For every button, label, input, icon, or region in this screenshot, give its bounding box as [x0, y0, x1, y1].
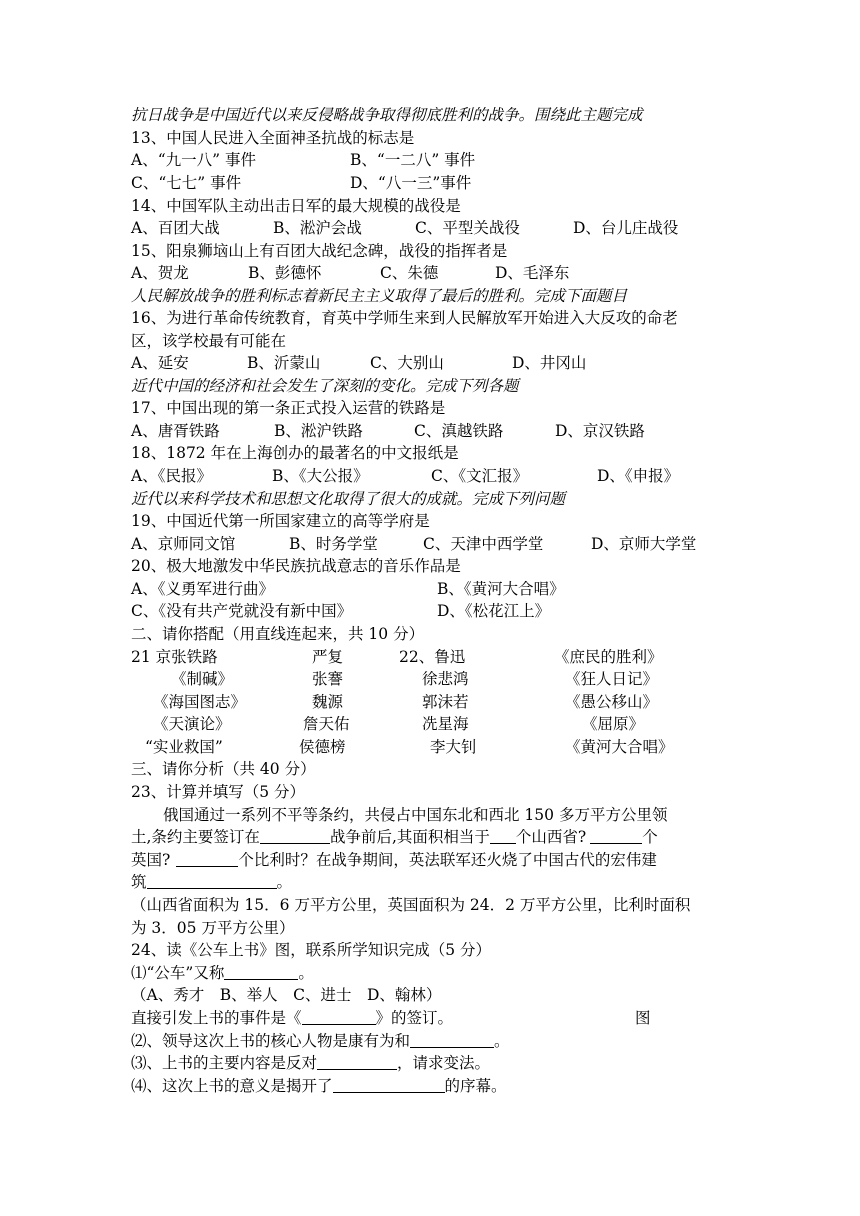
matching-col1-item: “实业救国”: [145, 738, 223, 756]
question-13-stem: 13、中国人民进入全面神圣抗战的标志是: [131, 129, 415, 147]
q24-blank-significance[interactable]: [333, 1077, 445, 1093]
matching-col1-item: 《制碱》: [171, 670, 234, 688]
q24-text: 的序幕。: [444, 1077, 507, 1095]
question-14-stem: 14、中国军队主动出击日军的最大规模的战役是: [131, 197, 461, 215]
q14-option-b: B、淞沪会战: [273, 219, 362, 237]
matching-col4-item: 《黄河大合唱》: [565, 738, 674, 756]
q14-option-a: A、百团大战: [131, 219, 220, 237]
q24-text: 。: [298, 964, 314, 982]
matching-col2-item: 侯德榜: [299, 738, 346, 756]
q15-option-d: D、毛泽东: [495, 264, 570, 282]
q24-text: 。: [494, 1032, 510, 1050]
q19-option-b: B、时务学堂: [289, 535, 378, 553]
section-intro-economy: 近代中国的经济和社会发生了深刻的变化。完成下列各题: [131, 377, 519, 395]
q13-option-c: C、“七七” 事件: [131, 174, 242, 192]
q19-option-a: A、京师同文馆: [131, 535, 236, 553]
q18-option-b: B、《大公报》: [272, 467, 369, 485]
matching-col2-item: 詹天佑: [303, 715, 350, 733]
q16-option-d: D、井冈山: [512, 354, 587, 372]
q24-text: ，请求变法。: [397, 1054, 491, 1072]
part3-title: 三、请你分析（共 40 分）: [131, 760, 316, 778]
question-24-direct-cause: [131, 1008, 453, 1028]
q18-option-d: D、《申报》: [597, 467, 680, 485]
q23-text: 个比利时？在战争期间，英法联军还火烧了中国古代的宏伟建: [238, 851, 657, 869]
q16-option-c: C、大别山: [370, 354, 444, 372]
question-24-part1: [131, 963, 314, 983]
q24-text: 》的签订。: [375, 1009, 454, 1027]
q18-option-c: C、《文汇报》: [431, 467, 529, 485]
q20-option-d: D、《松花江上》: [437, 602, 551, 620]
q14-option-d: D、台儿庄战役: [573, 219, 679, 237]
question-23-paragraph-line1: 俄国通过一系列不平等条约，共侵占中国东北和西北 150 多万平方公里领: [163, 806, 668, 824]
question-23-paragraph-line4: [131, 872, 292, 892]
q19-option-c: C、天津中西学堂: [423, 535, 544, 553]
q23-text: 战争前后,其面积相当于: [329, 828, 490, 846]
q21-label: 21 京张铁路: [131, 648, 218, 666]
question-23-paragraph-line3: [131, 850, 657, 870]
q23-blank-building[interactable]: [147, 873, 277, 889]
question-23-title: 23、计算并填写（5 分）: [131, 783, 306, 801]
section-intro-liberation: 人民解放战争的胜利标志着新民主主义取得了最后的胜利。完成下面题目: [131, 287, 628, 305]
q23-text: 。: [276, 873, 293, 891]
q23-blank-uk[interactable]: [590, 828, 642, 844]
matching-col3-item: 郭沫若: [422, 693, 469, 711]
q13-option-b: B、“一二八” 事件: [350, 151, 476, 169]
q20-option-a: A、《义勇军进行曲》: [131, 580, 274, 598]
question-15-stem: 15、阳泉狮垴山上有百团大战纪念碑，战役的指挥者是: [131, 242, 508, 260]
matching-col4-item: 《狂人日记》: [565, 670, 659, 688]
q24-text: 直接引发上书的事件是《: [131, 1009, 302, 1027]
question-18-stem: 18、1872 年在上海创办的最著名的中文报纸是: [131, 444, 459, 462]
q23-text: 个: [642, 828, 658, 846]
q23-text: 土,条约主要签订在: [131, 828, 260, 846]
q24-text: ⑵、领导这次上书的核心人物是康有为和: [131, 1032, 411, 1050]
q13-option-a: A、“九一八” 事件: [131, 151, 256, 169]
q18-option-a: A、《民报》: [131, 467, 212, 485]
q24-blank-gongche[interactable]: [224, 964, 298, 980]
question-16-stem-line1: 16、为进行革命传统教育，育英中学师生来到人民解放军开始进入大反攻的命老: [131, 309, 678, 327]
q15-option-a: A、贺龙: [131, 264, 189, 282]
matching-col2-item: 张謇: [312, 670, 344, 688]
q23-blank-belgium[interactable]: [176, 851, 238, 867]
matching-col1-item: 《天演论》: [153, 715, 231, 733]
q20-option-c: C、《没有共产党就没有新中国》: [131, 602, 353, 620]
matching-col4-item: 《屈原》: [582, 715, 645, 733]
matching-col3-item: 徐悲鸿: [422, 670, 469, 688]
matching-col4-item: 《庶民的胜利》: [554, 648, 663, 666]
question-17-stem: 17、中国出现的第一条正式投入运营的铁路是: [131, 399, 446, 417]
q15-option-b: B、彭德怀: [248, 264, 322, 282]
q24-blank-treaty[interactable]: [302, 1009, 376, 1025]
matching-col2-item: 严复: [312, 648, 344, 666]
question-24-title: 24、读《公车上书》图，联系所学知识完成（5 分）: [131, 941, 492, 959]
q17-option-d: D、京汉铁路: [555, 422, 645, 440]
matching-col3-item: 冼星海: [422, 715, 469, 733]
q23-text: 英国?: [131, 851, 171, 869]
q16-option-b: B、沂蒙山: [247, 354, 321, 372]
part2-title: 二、请你搭配（用直线连起来，共 10 分）: [131, 625, 425, 643]
q24-blank-oppose[interactable]: [317, 1054, 397, 1070]
q23-blank-war[interactable]: [260, 828, 330, 844]
matching-col3-item: 李大钊: [430, 738, 477, 756]
section-intro-war: 抗日战争是中国近代以来反侵略战争取得彻底胜利的战争。围绕此主题完成: [131, 106, 643, 124]
q22-label: 22、鲁迅: [399, 648, 466, 666]
q17-option-a: A、唐胥铁路: [131, 422, 220, 440]
question-24-part2: [131, 1031, 510, 1051]
figure-label: 图: [635, 1009, 651, 1027]
question-24-part4: [131, 1076, 507, 1096]
q16-option-a: A、延安: [131, 354, 189, 372]
question-19-stem: 19、中国近代第一所国家建立的高等学府是: [131, 512, 430, 530]
q17-option-b: B、淞沪铁路: [274, 422, 363, 440]
matching-col2-item: 魏源: [312, 693, 344, 711]
question-23-paragraph-line2: [131, 827, 658, 847]
matching-col1-item: 《海国图志》: [153, 693, 247, 711]
q24-text: ⑶、上书的主要内容是反对: [131, 1054, 318, 1072]
q24-blank-leader[interactable]: [410, 1032, 494, 1048]
q23-text: 筑: [131, 873, 147, 891]
q15-option-c: C、朱德: [380, 264, 439, 282]
question-24-part3: [131, 1053, 490, 1073]
q24-text: ⑴“公车”又称: [131, 964, 225, 982]
q23-blank-shanxi[interactable]: [490, 828, 516, 844]
question-24-options: （A、秀才 B、举人 C、进士 D、翰林）: [131, 986, 442, 1004]
q14-option-c: C、平型关战役: [415, 219, 520, 237]
q24-text: ⑷、这次上书的意义是揭开了: [131, 1077, 333, 1095]
section-intro-science: 近代以来科学技术和思想文化取得了很大的成就。完成下列问题: [131, 490, 566, 508]
q13-option-d: D、“八一三”事件: [350, 174, 472, 192]
matching-col4-item: 《愚公移山》: [565, 693, 659, 711]
q20-option-b: B、《黄河大合唱》: [437, 580, 565, 598]
q23-text: 个山西省?: [515, 828, 587, 846]
question-23-note-line1: （山西省面积为 15．6 万平方公里，英国面积为 24．2 万平方公里，比利时面积: [131, 896, 691, 914]
q19-option-d: D、京师大学堂: [591, 535, 697, 553]
question-16-stem-line2: 区，该学校最有可能在: [131, 332, 287, 350]
question-20-stem: 20、极大地激发中华民族抗战意志的音乐作品是: [131, 557, 461, 575]
q17-option-c: C、滇越铁路: [414, 422, 504, 440]
question-23-note-line2: 为 3．05 万平方公里）: [131, 919, 295, 937]
